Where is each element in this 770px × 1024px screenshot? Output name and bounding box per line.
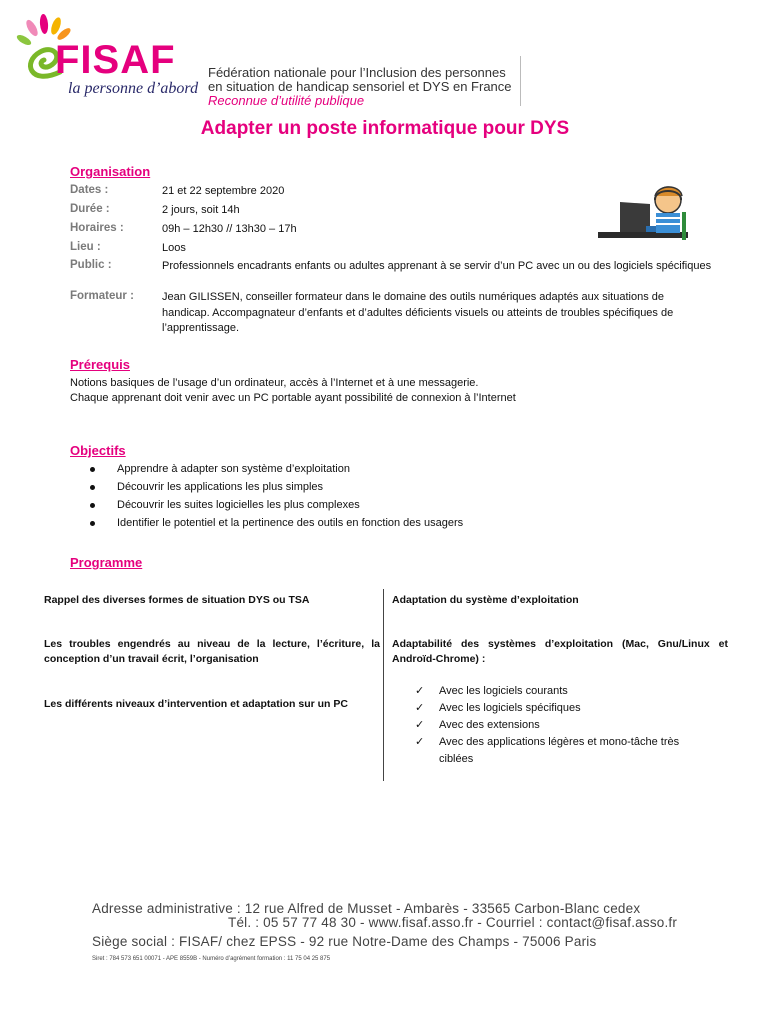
checkmark-icon: ✓ (415, 685, 425, 697)
organisation-heading: Organisation (70, 164, 151, 179)
list-item: Découvrir les suites logicielles les plus complexes (90, 496, 463, 514)
checkmark-icon: ✓ (415, 736, 425, 748)
lieu-value: Loos (162, 242, 186, 254)
public-value: Professionnels encadrants enfants ou adultes apprenant à se servir d’un PC avec un ou des logiciels spécifiques (162, 260, 712, 272)
bullet-icon (90, 485, 95, 490)
page-title: Adapter un poste informatique pour DYS (200, 118, 570, 139)
prerequis-heading: Prérequis (70, 357, 130, 372)
bullet-icon (90, 503, 95, 508)
programme-heading: Programme (70, 555, 143, 570)
footer-siege: Siège social : FISAF/ chez EPSS - 92 rue Notre-Dame des Champs - 75006 Paris (92, 934, 597, 949)
list-item: Apprendre à adapter son système d’exploitation (90, 460, 463, 478)
formateur-label: Formateur : (70, 290, 134, 302)
header-divider (520, 56, 521, 106)
public-label: Public : (70, 259, 112, 271)
prerequis-line-1: Notions basiques de l’usage d’un ordinateur, accès à l’Internet et à une messagerie. (70, 377, 479, 389)
duree-label: Durée : (70, 203, 110, 215)
org-name-line-2: en situation de handicap sensoriel et DYS en France (208, 79, 512, 94)
computer-user-illustration (598, 182, 698, 244)
horaires-value: 09h – 12h30 // 13h30 – 17h (162, 223, 297, 235)
lieu-label: Lieu : (70, 241, 101, 253)
horaires-label: Horaires : (70, 222, 124, 234)
bullet-icon (90, 467, 95, 472)
list-item: ✓ Avec les logiciels courants (415, 683, 715, 700)
programme-left-item-1: Rappel des diverses formes de situation DYS ou TSA (44, 594, 310, 606)
logo-text: FISAF (55, 38, 176, 82)
logo-tagline: la personne d’abord (68, 80, 199, 97)
programme-divider (383, 589, 384, 781)
footer-address: Adresse administrative : 12 rue Alfred de Musset - Ambarès - 33565 Carbon-Blanc cedex (92, 901, 641, 916)
org-recognition: Reconnue d’utilité publique (208, 93, 365, 108)
programme-right-subtitle: Adaptabilité des systèmes d’exploitation (Mac, Gnu/Linux et Androïd-Chrome) : (392, 638, 728, 665)
list-item: ✓ Avec des extensions (415, 717, 715, 734)
programme-left-item-3: Les différents niveaux d’intervention et adaptation sur un PC (44, 698, 348, 710)
bullet-icon (90, 521, 95, 526)
footer-contact: Tél. : 05 57 77 48 30 - www.fisaf.asso.fr - Courriel : contact@fisaf.asso.fr (228, 915, 678, 930)
programme-check-list (415, 683, 715, 768)
list-item: Identifier le potentiel et la pertinence des outils en fonction des usagers (90, 514, 463, 532)
objectifs-list (90, 460, 463, 532)
dates-label: Dates : (70, 184, 109, 196)
list-item: ✓ Avec des applications légères et mono-tâche très ciblées (415, 736, 680, 765)
list-item: ✓ Avec les logiciels spécifiques (415, 700, 715, 717)
list-item: Découvrir les applications les plus simples (90, 478, 463, 496)
programme-right-title: Adaptation du système d’exploitation (392, 594, 579, 606)
checkmark-icon: ✓ (415, 719, 425, 731)
checkmark-icon: ✓ (415, 702, 425, 714)
duree-value: 2 jours, soit 14h (162, 204, 240, 216)
programme-left-item-2: Les troubles engendrés au niveau de la lecture, l’écriture, la conception d’un travail écrit, l’organisation (44, 638, 380, 665)
formateur-value: Jean GILISSEN, conseiller formateur dans le domaine des outils numériques adaptés aux situations de handicap. Accompagnateur d’enfants et d’adultes déficients visuels ou atteints de troubles spécifiques de l’apprentissage. (162, 291, 674, 334)
footer-legal: Siret : 784 573 651 00071 - APE 8559B - Numéro d’agrément formation : 11 75 04 25 875 (92, 956, 331, 962)
objectifs-heading: Objectifs (70, 443, 126, 458)
prerequis-line-2: Chaque apprenant doit venir avec un PC portable ayant possibilité de connexion à l’Internet (70, 392, 516, 404)
dates-value: 21 et 22 septembre 2020 (162, 185, 285, 197)
org-name-line-1: Fédération nationale pour l’Inclusion des personnes (208, 65, 506, 80)
